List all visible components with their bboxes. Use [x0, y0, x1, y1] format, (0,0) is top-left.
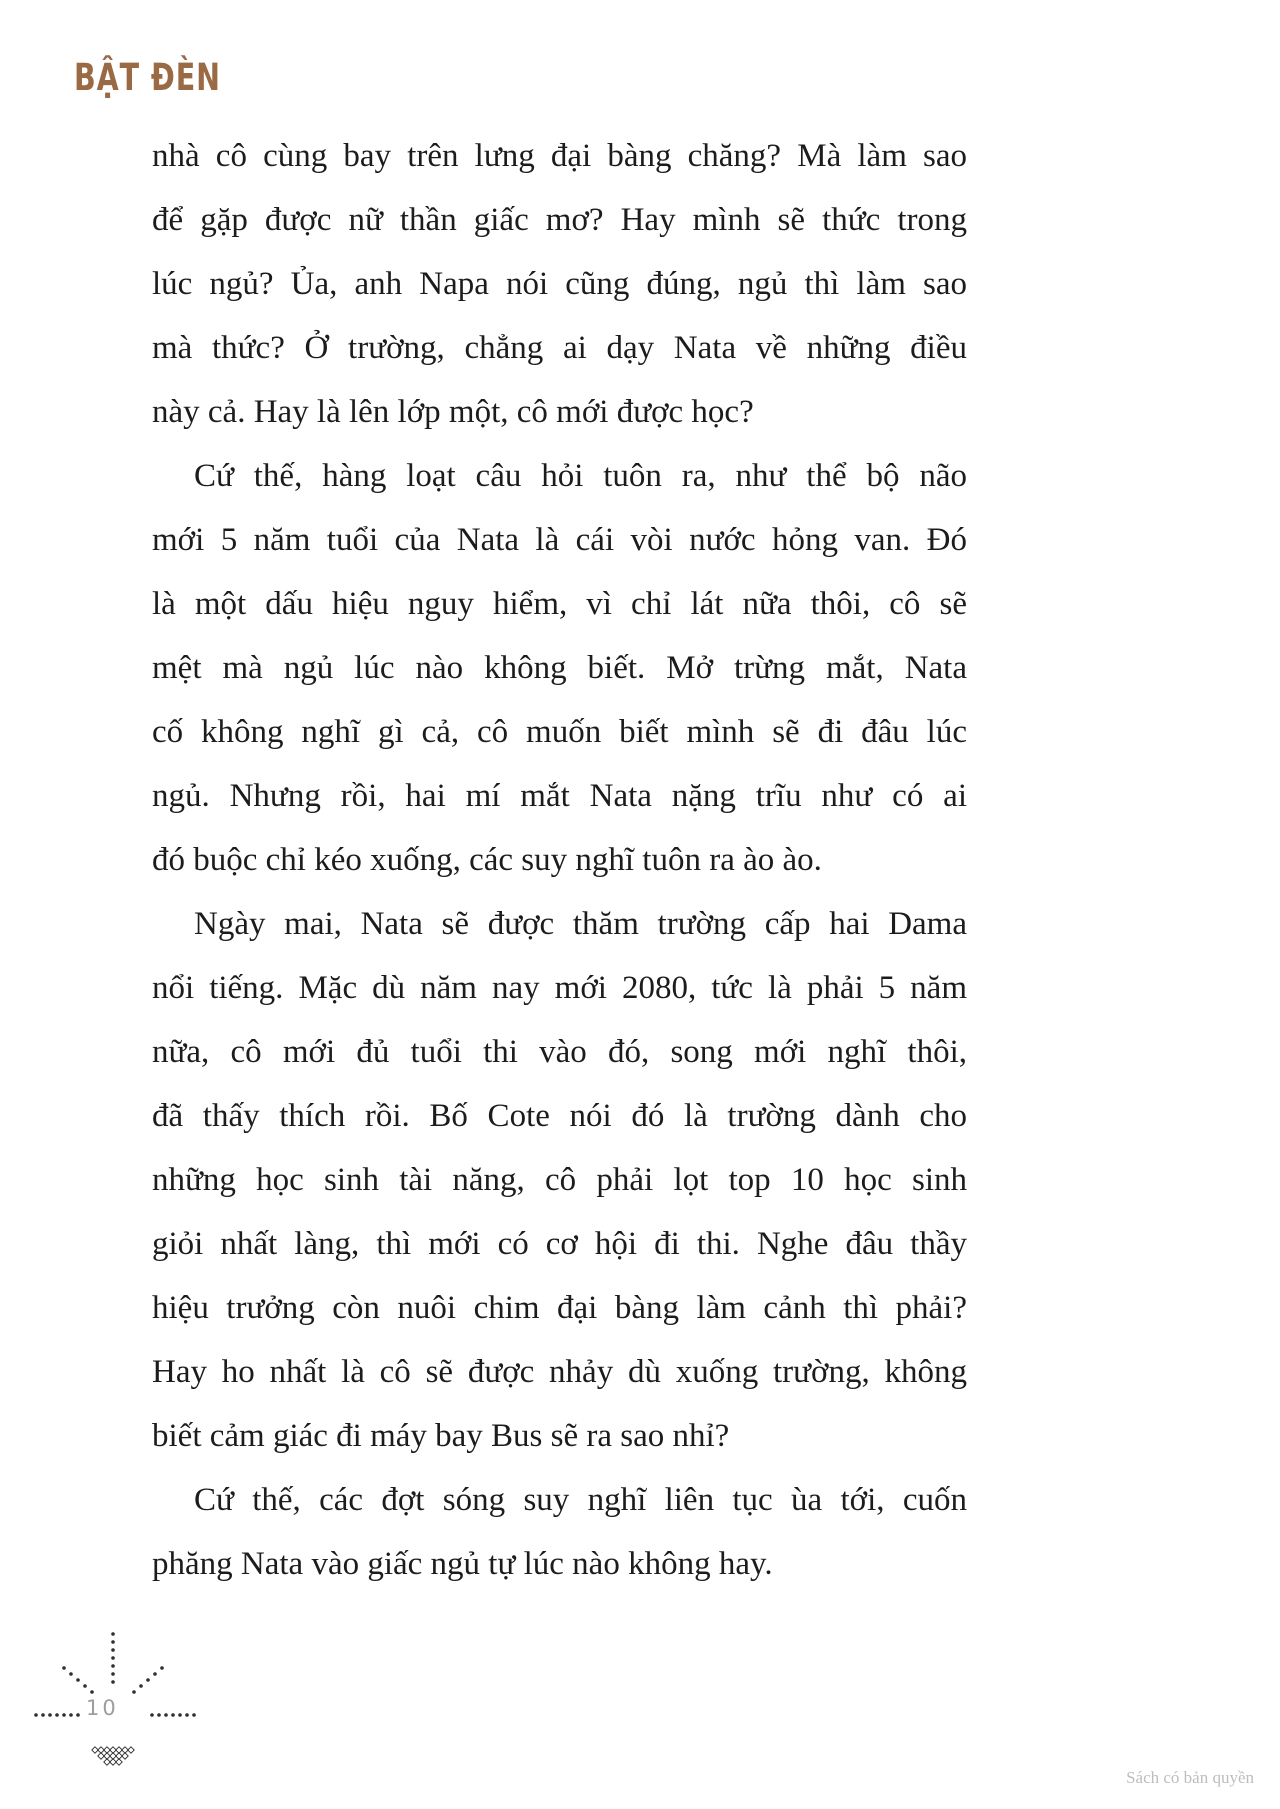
copyright-watermark: Sách có bản quyền: [1126, 1768, 1254, 1787]
text-line: cố không nghĩ gì cả, cô muốn biết mình sẽ đi đâu lúc: [152, 714, 967, 750]
text-line: ngủ. Nhưng rồi, hai mí mắt Nata nặng trĩu như có ai: [152, 778, 967, 814]
text-line: đã thấy thích rồi. Bố Cote nói đó là trường dành cho: [152, 1098, 967, 1134]
text-line: phăng Nata vào giấc ngủ tự lúc nào không hay.: [152, 1546, 773, 1582]
text-line: Hay ho nhất là cô sẽ được nhảy dù xuống trường, không: [152, 1354, 967, 1390]
page-number: 10: [86, 1696, 119, 1720]
page-title: BẬT ĐÈN: [74, 56, 221, 100]
text-line: nổi tiếng. Mặc dù năm nay mới 2080, tức là phải 5 năm: [152, 970, 967, 1006]
text-line: giỏi nhất làng, thì mới có cơ hội đi thi. Nghe đâu thầy: [152, 1226, 967, 1262]
text-line: nhà cô cùng bay trên lưng đại bàng chăng? Mà làm sao: [152, 138, 967, 174]
text-line: đó buộc chỉ kéo xuống, các suy nghĩ tuôn ra ào ào.: [152, 842, 822, 878]
text-line: những học sinh tài năng, cô phải lọt top 10 học sinh: [152, 1162, 967, 1198]
text-line: để gặp được nữ thần giấc mơ? Hay mình sẽ thức trong: [152, 202, 967, 238]
text-line: Ngày mai, Nata sẽ được thăm trường cấp hai Dama: [194, 906, 967, 942]
body-text: [152, 124, 967, 1596]
text-line: mệt mà ngủ lúc nào không biết. Mở trừng mắt, Nata: [152, 650, 967, 686]
text-line: hiệu trưởng còn nuôi chim đại bàng làm cảnh thì phải?: [152, 1290, 967, 1326]
text-line: Cứ thế, hàng loạt câu hỏi tuôn ra, như thể bộ não: [194, 458, 967, 494]
text-line: là một dấu hiệu nguy hiểm, vì chỉ lát nữa thôi, cô sẽ: [152, 586, 967, 622]
text-line: mới 5 năm tuổi của Nata là cái vòi nước hỏng van. Đó: [152, 522, 967, 558]
text-line: mà thức? Ở trường, chẳng ai dạy Nata về những điều: [152, 330, 967, 366]
text-line: nữa, cô mới đủ tuổi thi vào đó, song mới nghĩ thôi,: [152, 1034, 967, 1070]
text-line: biết cảm giác đi máy bay Bus sẽ ra sao nhỉ?: [152, 1418, 730, 1454]
page-corner-ornament-icon: [28, 1622, 218, 1782]
text-line: này cả. Hay là lên lớp một, cô mới được học?: [152, 394, 754, 430]
text-line: Cứ thế, các đợt sóng suy nghĩ liên tục ùa tới, cuốn: [194, 1482, 967, 1518]
text-line: lúc ngủ? Ủa, anh Napa nói cũng đúng, ngủ thì làm sao: [152, 266, 967, 302]
